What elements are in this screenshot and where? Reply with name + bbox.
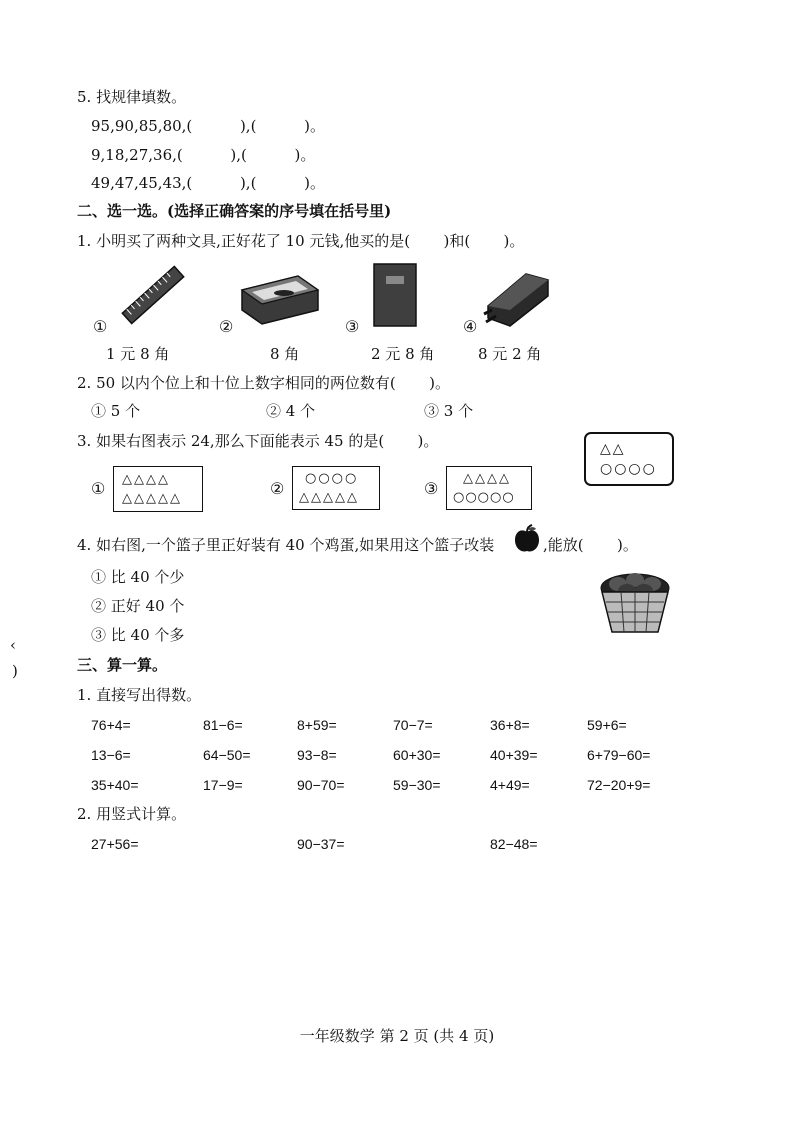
s2-q4-text-after: ,能放( )。 — [543, 536, 638, 554]
s2-q1-option-mark-1: ① — [93, 317, 108, 336]
s2-q3-option-box-2 — [292, 466, 380, 510]
calc-r3-c1: 35+40= — [91, 777, 139, 793]
calc-r2-c4: 60+30= — [393, 747, 441, 763]
s2-q1-price-1: 1 元 8 角 — [106, 345, 170, 363]
s2-q3-option-mark-3: ③ — [424, 479, 439, 498]
margin-mark-1: ‹ — [10, 636, 16, 654]
calc-r1-c6: 59+6= — [587, 717, 627, 733]
q5-line-3: 49,47,45,43,( ),( )。 — [91, 174, 325, 192]
s2-q2-option-1: ① 5 个 — [91, 402, 141, 420]
s2-q1-price-2: 8 角 — [270, 345, 300, 363]
s2-q1-option-mark-2: ② — [219, 317, 234, 336]
calc-r1-c4: 70−7= — [393, 717, 433, 733]
s2-q1-option-mark-4: ④ — [463, 317, 478, 336]
s2-q1-option-mark-3: ③ — [345, 317, 360, 336]
calc-r1-c1: 76+4= — [91, 717, 131, 733]
s2-q4-option-1: ① 比 40 个少 — [91, 568, 185, 586]
vertical-calc-3: 82−48= — [490, 836, 538, 852]
s2-q3-option-mark-1: ① — [91, 479, 106, 498]
apple-icon — [513, 524, 541, 554]
s2-q4-text-before: 4. 如右图,一个篮子里正好装有 40 个鸡蛋,如果用这个篮子改装 — [77, 536, 495, 554]
s2-q4-option-2: ② 正好 40 个 — [91, 597, 185, 615]
stapler-icon — [482, 266, 554, 330]
calc-r3-c2: 17−9= — [203, 777, 243, 793]
reference-triangles: △△ — [600, 441, 626, 457]
egg-basket-icon — [596, 570, 674, 638]
page-footer: 一年级数学 第 2 页 (共 4 页) — [299, 1027, 495, 1045]
calc-r2-c5: 40+39= — [490, 747, 538, 763]
option2-bottom-shapes: △△△△△ — [299, 490, 359, 505]
calc-r1-c2: 81−6= — [203, 717, 243, 733]
ruler-icon — [118, 262, 188, 328]
s2-q1-price-3: 2 元 8 角 — [371, 345, 435, 363]
calc-r3-c3: 90−70= — [297, 777, 345, 793]
vertical-calc-1: 27+56= — [91, 836, 139, 852]
s2-q3-option-box-3 — [446, 466, 532, 510]
calc-r3-c5: 4+49= — [490, 777, 530, 793]
section3-title: 三、算一算。 — [77, 656, 168, 674]
q5-line-1: 95,90,85,80,( ),( )。 — [91, 117, 325, 135]
s2-q3-option-mark-2: ② — [270, 479, 285, 498]
s2-q2-option-3: ③ 3 个 — [424, 402, 474, 420]
calc-r2-c1: 13−6= — [91, 747, 131, 763]
s2-q2-text: 2. 50 以内个位上和十位上数字相同的两位数有( )。 — [77, 374, 451, 392]
calc-r3-c4: 59−30= — [393, 777, 441, 793]
section2-title: 二、选一选。(选择正确答案的序号填在括号里) — [77, 202, 392, 220]
option3-bottom-shapes: ○○○○○ — [453, 490, 515, 505]
option2-top-shapes: ○○○○ — [305, 471, 359, 486]
notebook-icon — [372, 262, 418, 328]
calc-r2-c6: 6+79−60= — [587, 747, 651, 763]
option3-top-shapes: △△△△ — [463, 471, 511, 486]
s3-q1-title: 1. 直接写出得数。 — [77, 686, 202, 704]
pencil-box-icon — [238, 270, 320, 328]
s2-q4-option-3: ③ 比 40 个多 — [91, 626, 185, 644]
s2-q2-option-2: ② 4 个 — [266, 402, 316, 420]
option1-top-shapes: △△△△ — [122, 472, 170, 487]
option1-bottom-shapes: △△△△△ — [122, 491, 182, 506]
s2-q1-text: 1. 小明买了两种文具,正好花了 10 元钱,他买的是( )和( )。 — [77, 232, 525, 250]
calc-r2-c2: 64−50= — [203, 747, 251, 763]
q5-line-2: 9,18,27,36,( ),( )。 — [91, 146, 316, 164]
s3-q2-title: 2. 用竖式计算。 — [77, 805, 187, 823]
s2-q1-price-4: 8 元 2 角 — [478, 345, 542, 363]
calc-r1-c5: 36+8= — [490, 717, 530, 733]
calc-r1-c3: 8+59= — [297, 717, 337, 733]
vertical-calc-2: 90−37= — [297, 836, 345, 852]
calc-r3-c6: 72−20+9= — [587, 777, 651, 793]
s2-q3-reference-box — [584, 432, 674, 486]
s2-q3-text: 3. 如果右图表示 24,那么下面能表示 45 的是( )。 — [77, 432, 439, 450]
q5-title: 5. 找规律填数。 — [77, 88, 187, 106]
reference-circles: ○○○○ — [600, 461, 657, 477]
s2-q3-option-box-1 — [113, 466, 203, 512]
calc-r2-c3: 93−8= — [297, 747, 337, 763]
margin-mark-2: ) — [12, 662, 18, 680]
